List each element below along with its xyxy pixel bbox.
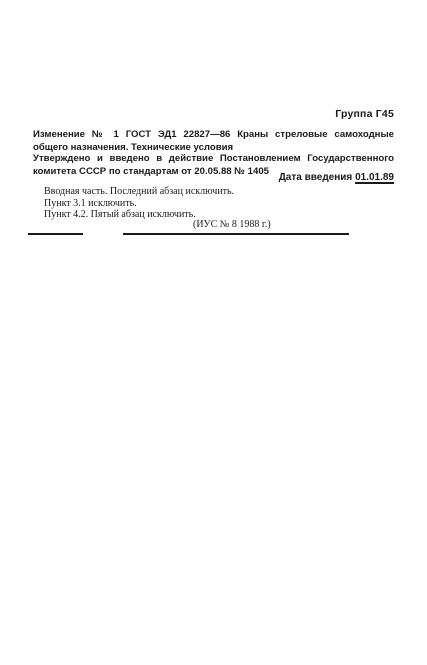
change-item: Пункт 3.1 исключить. (44, 197, 137, 209)
effective-date-line (279, 172, 394, 183)
source-reference: (ИУС № 8 1988 г.) (193, 219, 271, 230)
divider-left (28, 233, 83, 235)
approval-statement: Утверждено и введено в действие Постановлением Государственного комитета СССР по стандартам от 20.05.88 № 1405 (33, 153, 394, 177)
group-code: Группа Г45 (335, 108, 394, 120)
effective-date-label: Дата введения (278, 172, 353, 183)
change-title: Изменение № 1 ГОСТ ЭД1 22827—86 Краны стреловые самоходные общего назначения. Технические условия (33, 129, 394, 153)
effective-date-value: 01.01.89 (355, 172, 394, 183)
change-items (44, 186, 234, 221)
change-item: Вводная часть. Последний абзац исключить. (44, 186, 235, 197)
divider-right (123, 233, 349, 235)
change-item: Пункт 4.2. Пятый абзац исключить. (44, 209, 196, 220)
